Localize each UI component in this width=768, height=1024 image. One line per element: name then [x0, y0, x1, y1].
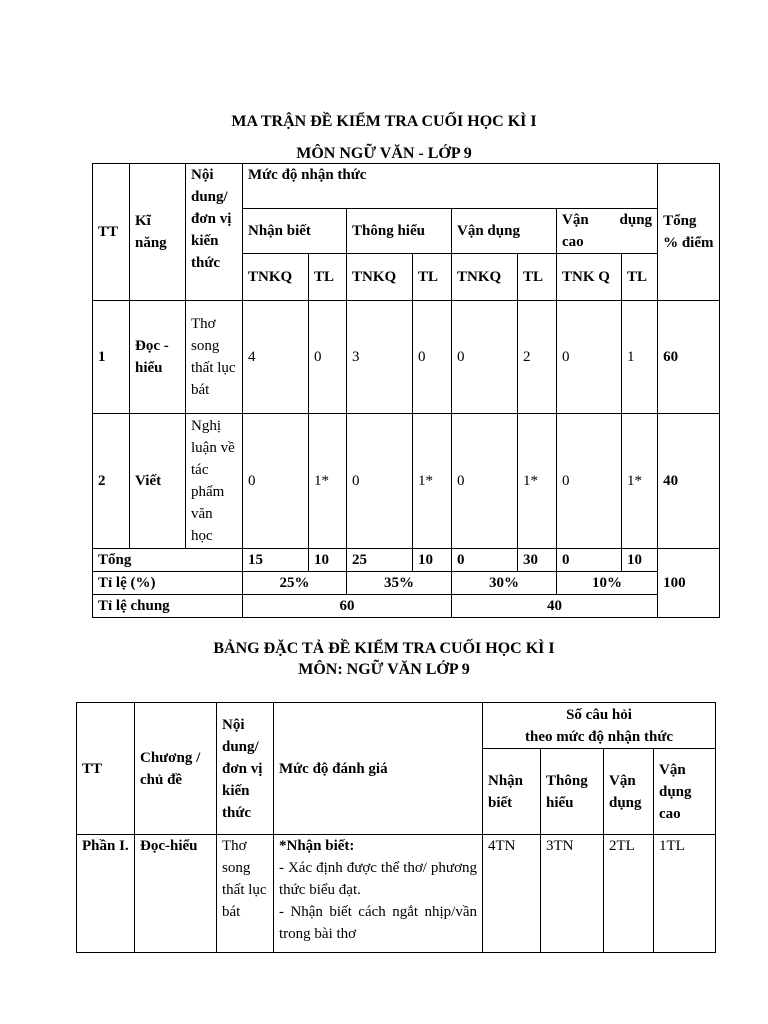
spec-row-chuong: Đọc-hiểu	[135, 835, 217, 953]
row-cell: 4	[243, 301, 309, 414]
so-cau-line2: theo mức độ nhận thức	[525, 728, 674, 745]
ti-le-chung-cell: 40	[452, 595, 658, 618]
matrix-header-tnkq-split: TNK Q	[557, 254, 622, 301]
spec-subtitle: MÔN: NGỮ VĂN LỚP 9	[298, 661, 470, 678]
ti-le-cell: 10%	[557, 572, 658, 595]
spec-header-van-dung-cao: Vận dụng cao	[654, 749, 716, 835]
row-cell: 2	[518, 301, 557, 414]
grand-total: 100	[658, 549, 720, 618]
matrix-header-thong-hieu: Thông hiểu	[347, 209, 452, 254]
matrix-header-tnkq: TNKQ	[347, 254, 413, 301]
ti-le-label: Tỉ lệ (%)	[93, 572, 243, 595]
tong-cell: 0	[452, 549, 518, 572]
matrix-header-noi-dung: Nội dung/ đơn vị kiến thức	[186, 164, 243, 301]
tong-cell: 10	[622, 549, 658, 572]
matrix-header-tnkq: TNKQ	[243, 254, 309, 301]
spec-header-chuong: Chương / chủ đề	[135, 703, 217, 835]
table-row	[93, 414, 720, 549]
spec-header-van-dung: Vận dụng	[604, 749, 654, 835]
spec-header-noi-dung: Nội dung/ đơn vị kiến thức	[217, 703, 274, 835]
tong-cell: 25	[347, 549, 413, 572]
row-cell: 1	[622, 301, 658, 414]
tong-row	[93, 549, 720, 572]
spec-row-cell: 3TN	[541, 835, 604, 953]
row-cell: 0	[309, 301, 347, 414]
matrix-header-ki-nang: Kĩ năng	[130, 164, 186, 301]
van-dung-cao-word1: Vận	[562, 212, 589, 228]
row-cell: 0	[243, 414, 309, 549]
row-cell: 1*	[518, 414, 557, 549]
spec-table	[76, 702, 716, 953]
muc-do-line: - Nhận biết cách ngắt nhịp/vần trong bài thơ	[279, 904, 477, 942]
row-cell: 0	[557, 301, 622, 414]
row-noi-dung: Nghị luận về tác phẩm văn học	[186, 414, 243, 549]
matrix-subtitle: MÔN NGỮ VĂN - LỚP 9	[296, 145, 472, 162]
spec-header-thong-hieu: Thông hiểu	[541, 749, 604, 835]
matrix-header-muc-do: Mức độ nhận thức	[243, 164, 658, 209]
matrix-header-tl: TL	[622, 254, 658, 301]
matrix-header-van-dung-cao	[557, 209, 658, 254]
row-ki-nang: Đọc - hiểu	[130, 301, 186, 414]
row-cell: 0	[557, 414, 622, 549]
table-row	[77, 835, 716, 953]
tong-cell: 15	[243, 549, 309, 572]
ti-le-row	[93, 572, 720, 595]
ti-le-chung-row	[93, 595, 720, 618]
matrix-header-nhan-biet: Nhận biết	[243, 209, 347, 254]
muc-do-heading: *Nhận biết:	[279, 838, 355, 854]
ti-le-cell: 25%	[243, 572, 347, 595]
ti-le-cell: 35%	[347, 572, 452, 595]
so-cau-line1: Số câu hỏi	[566, 706, 632, 723]
row-cell: 0	[347, 414, 413, 549]
spec-row-cell: 1TL	[654, 835, 716, 953]
tong-cell: 10	[413, 549, 452, 572]
row-cell: 3	[347, 301, 413, 414]
tong-label: Tổng	[93, 549, 243, 572]
van-dung-cao-word3: cao	[562, 234, 584, 250]
spec-title: BẢNG ĐẶC TẢ ĐỀ KIỂM TRA CUỐI HỌC KÌ I	[213, 640, 555, 657]
spec-row-cell: 2TL	[604, 835, 654, 953]
van-dung-cao-word2: dụng	[619, 212, 653, 228]
spec-row-noi-dung: Thơ song thất lục bát	[217, 835, 274, 953]
row-ki-nang: Viết	[130, 414, 186, 549]
row-noi-dung: Thơ song thất lục bát	[186, 301, 243, 414]
row-cell: 1*	[309, 414, 347, 549]
row-cell: 1*	[413, 414, 452, 549]
tong-cell: 30	[518, 549, 557, 572]
matrix-table	[92, 163, 720, 618]
row-tong: 40	[658, 414, 720, 549]
matrix-header-tl: TL	[413, 254, 452, 301]
row-cell: 0	[452, 301, 518, 414]
row-tt: 1	[93, 301, 130, 414]
matrix-header-tong: Tổng % điểm	[658, 164, 720, 301]
spec-header-nhan-biet: Nhận biết	[483, 749, 541, 835]
muc-do-line: - Xác định được thể thơ/ phương thức biểu đạt.	[279, 860, 477, 898]
matrix-header-tnkq: TNKQ	[452, 254, 518, 301]
spec-header-tt: TT	[77, 703, 135, 835]
matrix-header-tl: TL	[518, 254, 557, 301]
tong-cell: 10	[309, 549, 347, 572]
matrix-header-tt: TT	[93, 164, 130, 301]
row-tong: 60	[658, 301, 720, 414]
ti-le-cell: 30%	[452, 572, 557, 595]
row-cell: 0	[452, 414, 518, 549]
matrix-title: MA TRẬN ĐỀ KIỂM TRA CUỐI HỌC KÌ I	[231, 113, 537, 130]
spec-header-muc-do: Mức độ đánh giá	[274, 703, 483, 835]
spec-header-so-cau	[483, 703, 716, 749]
spec-row-cell: 4TN	[483, 835, 541, 953]
spec-row-tt: Phần I.	[77, 835, 135, 953]
row-cell: 1*	[622, 414, 658, 549]
tong-cell: 0	[557, 549, 622, 572]
ti-le-chung-label: Tỉ lệ chung	[93, 595, 243, 618]
row-tt: 2	[93, 414, 130, 549]
table-row	[93, 301, 720, 414]
ti-le-chung-cell: 60	[243, 595, 452, 618]
row-cell: 0	[413, 301, 452, 414]
spec-row-muc-do	[274, 835, 483, 953]
matrix-header-van-dung: Vận dụng	[452, 209, 557, 254]
matrix-header-tl: TL	[309, 254, 347, 301]
